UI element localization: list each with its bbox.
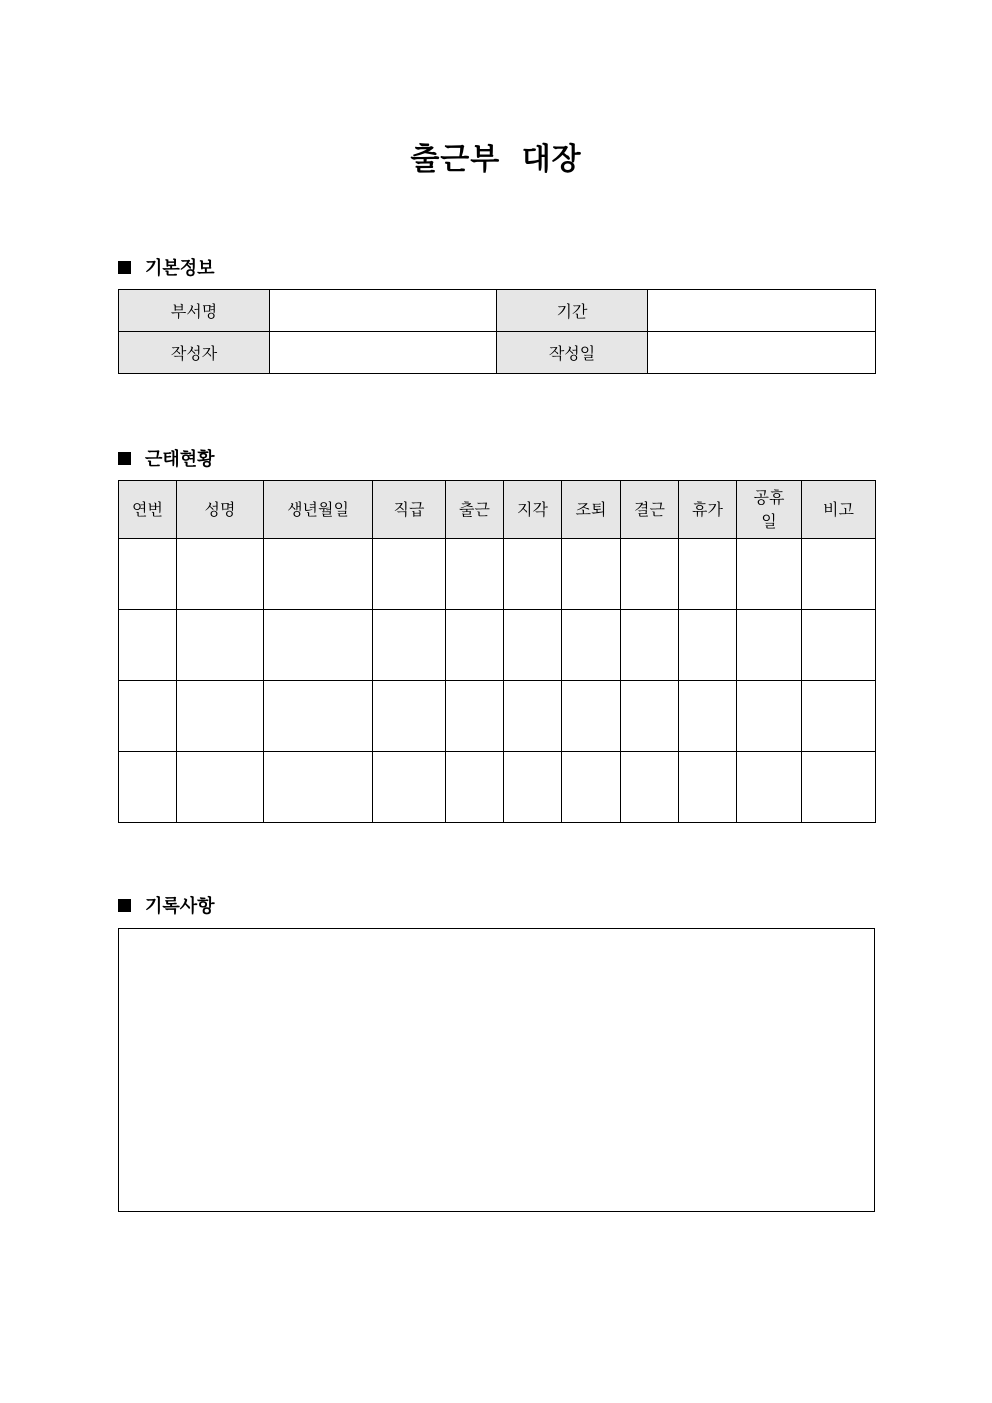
table-cell[interactable] bbox=[679, 610, 737, 681]
table-row bbox=[119, 752, 876, 823]
table-cell[interactable] bbox=[264, 610, 373, 681]
table-cell[interactable] bbox=[446, 681, 504, 752]
table-cell[interactable] bbox=[119, 752, 177, 823]
author-label: 작성자 bbox=[119, 332, 270, 374]
col-header-present: 출근 bbox=[446, 481, 504, 539]
table-cell[interactable] bbox=[679, 539, 737, 610]
table-cell[interactable] bbox=[504, 752, 562, 823]
col-header-name: 성명 bbox=[177, 481, 264, 539]
department-label: 부서명 bbox=[119, 290, 270, 332]
section-label: 근태현황 bbox=[145, 449, 215, 470]
table-cell[interactable] bbox=[802, 610, 876, 681]
table-cell[interactable] bbox=[177, 610, 264, 681]
table-cell[interactable] bbox=[504, 610, 562, 681]
table-cell[interactable] bbox=[446, 752, 504, 823]
col-header-serial: 연번 bbox=[119, 481, 177, 539]
table-cell[interactable] bbox=[264, 752, 373, 823]
table-cell[interactable] bbox=[737, 610, 802, 681]
table-cell[interactable] bbox=[446, 539, 504, 610]
date-written-field[interactable] bbox=[648, 332, 876, 374]
col-header-birthdate: 생년월일 bbox=[264, 481, 373, 539]
section-label: 기록사항 bbox=[145, 896, 215, 917]
table-row bbox=[119, 539, 876, 610]
square-bullet-icon bbox=[118, 261, 131, 274]
table-cell[interactable] bbox=[373, 539, 446, 610]
basic-info-table bbox=[118, 289, 876, 374]
table-cell[interactable] bbox=[737, 539, 802, 610]
table-cell[interactable] bbox=[737, 752, 802, 823]
section-label: 기본정보 bbox=[145, 258, 215, 279]
table-cell[interactable] bbox=[119, 610, 177, 681]
author-field[interactable] bbox=[270, 332, 497, 374]
col-header-absent: 결근 bbox=[621, 481, 679, 539]
table-cell[interactable] bbox=[373, 752, 446, 823]
table-cell[interactable] bbox=[802, 681, 876, 752]
square-bullet-icon bbox=[118, 452, 131, 465]
notes-box[interactable] bbox=[118, 928, 875, 1212]
table-cell[interactable] bbox=[177, 681, 264, 752]
table-cell[interactable] bbox=[562, 539, 621, 610]
document-title: 출근부 대장 bbox=[410, 142, 582, 177]
table-cell[interactable] bbox=[621, 610, 679, 681]
col-header-remarks: 비고 bbox=[802, 481, 876, 539]
table-cell[interactable] bbox=[177, 539, 264, 610]
table-cell[interactable] bbox=[737, 681, 802, 752]
table-cell[interactable] bbox=[679, 752, 737, 823]
table-cell[interactable] bbox=[504, 539, 562, 610]
col-header-position: 직급 bbox=[373, 481, 446, 539]
table-cell[interactable] bbox=[373, 681, 446, 752]
table-cell[interactable] bbox=[562, 681, 621, 752]
section-heading-basic-info bbox=[118, 254, 215, 280]
section-heading-notes bbox=[118, 892, 215, 918]
table-cell[interactable] bbox=[264, 539, 373, 610]
table-row bbox=[119, 681, 876, 752]
table-cell[interactable] bbox=[802, 539, 876, 610]
department-field[interactable] bbox=[270, 290, 497, 332]
period-field[interactable] bbox=[648, 290, 876, 332]
table-cell[interactable] bbox=[373, 610, 446, 681]
square-bullet-icon bbox=[118, 899, 131, 912]
table-row bbox=[119, 290, 876, 332]
col-header-early-leave: 조퇴 bbox=[562, 481, 621, 539]
section-heading-attendance bbox=[118, 445, 215, 471]
table-cell[interactable] bbox=[802, 752, 876, 823]
table-cell[interactable] bbox=[446, 610, 504, 681]
table-cell[interactable] bbox=[177, 752, 264, 823]
table-cell[interactable] bbox=[679, 681, 737, 752]
table-cell[interactable] bbox=[119, 681, 177, 752]
date-written-label: 작성일 bbox=[497, 332, 648, 374]
table-cell[interactable] bbox=[264, 681, 373, 752]
table-cell[interactable] bbox=[621, 681, 679, 752]
table-cell[interactable] bbox=[119, 539, 177, 610]
col-header-late: 지각 bbox=[504, 481, 562, 539]
table-header-row bbox=[119, 481, 876, 539]
table-row bbox=[119, 332, 876, 374]
table-cell[interactable] bbox=[562, 610, 621, 681]
table-row bbox=[119, 610, 876, 681]
table-cell[interactable] bbox=[621, 539, 679, 610]
table-cell[interactable] bbox=[504, 681, 562, 752]
col-header-holiday: 공휴 일 bbox=[737, 481, 802, 539]
col-header-vacation: 휴가 bbox=[679, 481, 737, 539]
table-cell[interactable] bbox=[621, 752, 679, 823]
table-cell[interactable] bbox=[562, 752, 621, 823]
attendance-table bbox=[118, 480, 876, 823]
period-label: 기간 bbox=[497, 290, 648, 332]
